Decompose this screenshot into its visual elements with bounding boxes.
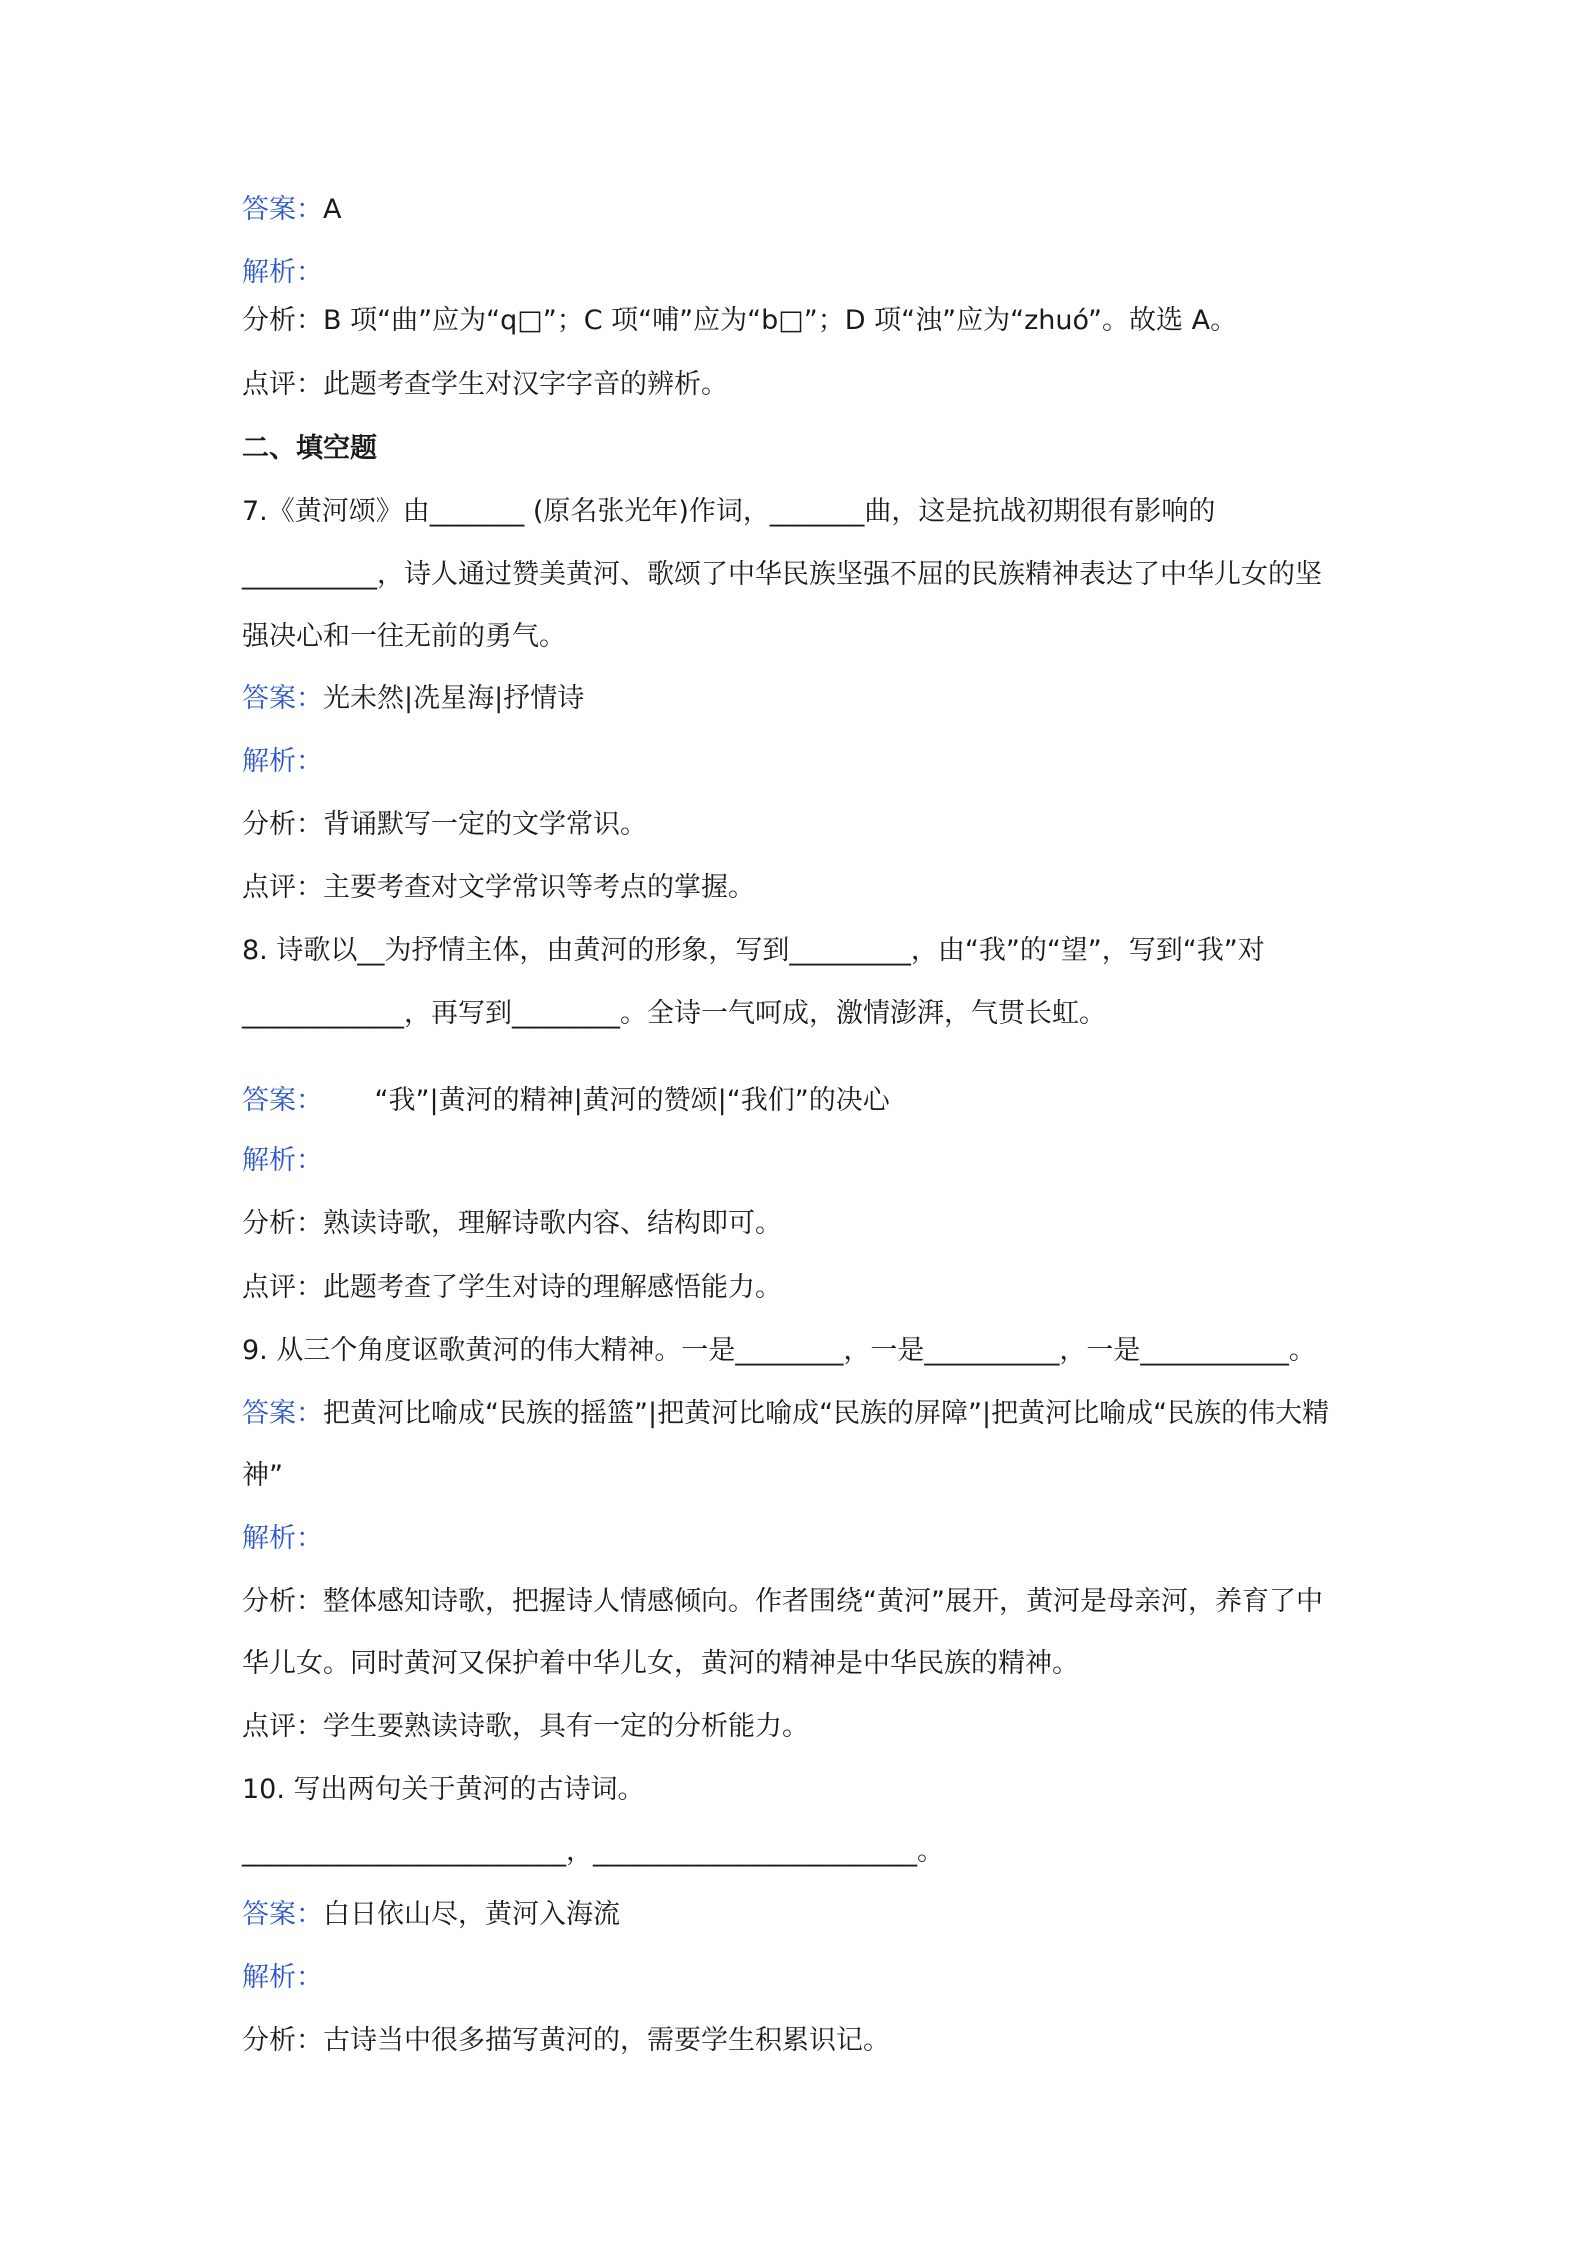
question-7-line-3: 强决心和一往无前的勇气。	[242, 621, 566, 652]
answer-text: 白日依山尽，黄河入海流	[323, 1899, 620, 1930]
analysis-label: 解析：	[242, 1145, 323, 1176]
question-10-blanks: ________________________，________________________。	[242, 1836, 944, 1867]
comment-text: 点评：主要考查对文学常识等考点的掌握。	[242, 872, 755, 903]
comment-text: 点评：学生要熟读诗歌，具有一定的分析能力。	[242, 1711, 809, 1742]
analysis-text: 分析：熟读诗歌，理解诗歌内容、结构即可。	[242, 1208, 782, 1239]
answer-line	[242, 1396, 1362, 1432]
question-7-line-1: 7.《黄河颂》由_______ (原名张光年)作词，_______曲，这是抗战初期很有影响的	[242, 496, 1216, 527]
answer-text: “我”|黄河的精神|黄河的赞颂|“我们”的决心	[323, 1085, 890, 1116]
answer-text: 把黄河比喻成“民族的摇篮”|把黄河比喻成“民族的屏障”|把黄河比喻成“民族的伟大精	[323, 1398, 1330, 1429]
section-heading: 二、填空题	[242, 433, 377, 464]
analysis-label: 解析：	[242, 1962, 323, 1993]
analysis-text: 分析：整体感知诗歌，把握诗人情感倾向。作者围绕“黄河”展开，黄河是母亲河，养育了中	[242, 1586, 1323, 1617]
question-8-line-1: 8. 诗歌以__为抒情主体，由黄河的形象，写到_________，由“我”的“望”，写到“我”对	[242, 935, 1265, 966]
comment-text: 点评：此题考查了学生对诗的理解感悟能力。	[242, 1272, 782, 1303]
analysis-text: 分析：古诗当中很多描写黄河的，需要学生积累识记。	[242, 2025, 890, 2056]
answer-continuation: 神”	[242, 1460, 283, 1491]
answer-label: 答案：	[242, 683, 323, 714]
answer-label: 答案：	[242, 1085, 323, 1116]
analysis-text: 华儿女。同时黄河又保护着中华儿女，黄河的精神是中华民族的精神。	[242, 1648, 1079, 1679]
analysis-text: 分析：B 项“曲”应为“q□”；C 项“哺”应为“b□”；D 项“浊”应为“zhuó”。故选 A。	[242, 305, 1238, 336]
answer-label: 答案：	[242, 1899, 323, 1930]
question-10-line-1: 10. 写出两句关于黄河的古诗词。	[242, 1774, 645, 1805]
comment-text: 点评：此题考查学生对汉字字音的辨析。	[242, 369, 728, 400]
analysis-label: 解析：	[242, 1523, 323, 1554]
answer-text: 光未然|冼星海|抒情诗	[323, 683, 585, 714]
answer-line	[242, 1083, 1362, 1119]
answer-text: A	[323, 194, 342, 225]
answer-label: 答案：	[242, 1398, 323, 1429]
analysis-label: 解析：	[242, 746, 323, 777]
analysis-text: 分析：背诵默写一定的文学常识。	[242, 809, 647, 840]
answer-label: 答案：	[242, 194, 323, 225]
analysis-label: 解析：	[242, 257, 323, 288]
question-7-line-2: __________，诗人通过赞美黄河、歌颂了中华民族坚强不屈的民族精神表达了中华儿女的坚	[242, 559, 1322, 590]
question-9-line-1: 9. 从三个角度讴歌黄河的伟大精神。一是________，一是__________，一是___________。	[242, 1335, 1316, 1366]
answer-line	[242, 681, 1362, 717]
answer-line	[242, 1897, 1362, 1933]
question-8-line-2: ____________，再写到________。全诗一气呵成，激情澎湃，气贯长虹。	[242, 998, 1106, 1029]
answer-line	[242, 192, 1362, 228]
